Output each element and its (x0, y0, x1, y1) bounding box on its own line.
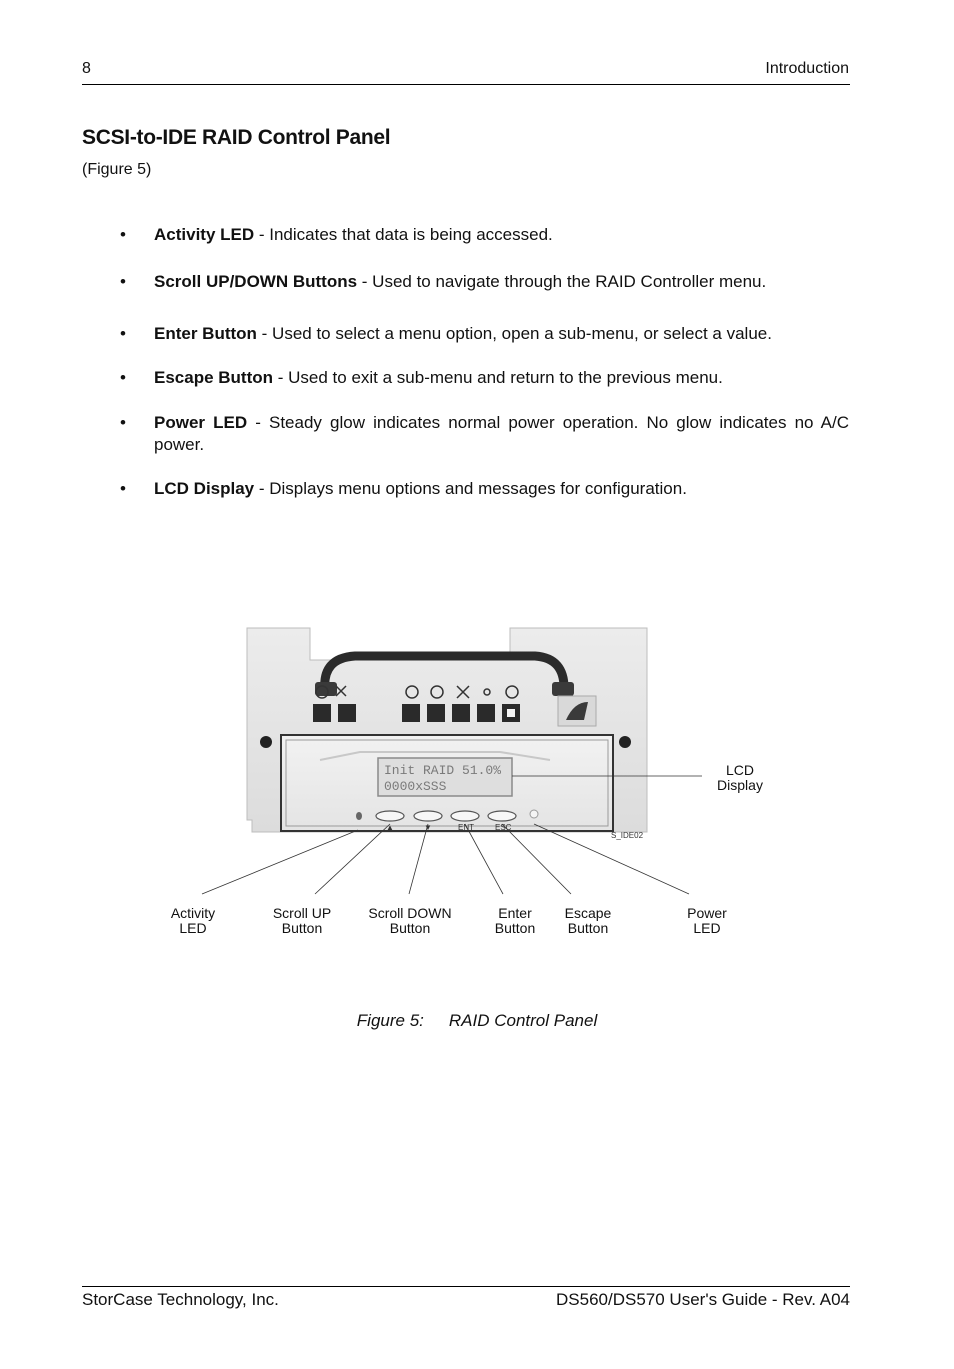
activity-led (356, 812, 362, 820)
enter-callout-line (465, 824, 503, 894)
bullet-text: - Displays menu options and messages for configuration. (254, 479, 687, 498)
led-window (313, 704, 331, 722)
image-id: S_IDE02 (611, 831, 644, 840)
bullet-term: Escape Button (154, 368, 274, 387)
running-header: Introduction (765, 60, 849, 77)
enter-label-1: Enter (498, 905, 532, 921)
section-title: SCSI-to-IDE RAID Control Panel (82, 126, 391, 149)
lcd-line-2: 0000xSSS (384, 779, 447, 794)
screw-icon (260, 736, 272, 748)
bullet-term: Power LED (154, 413, 248, 432)
bullet-term: Enter Button (154, 324, 257, 343)
bullet-term: Scroll UP/DOWN Buttons (154, 272, 358, 291)
led-window (427, 704, 445, 722)
bullet-dot: • (120, 272, 126, 291)
led-lit (507, 709, 515, 717)
bullet-dot: • (120, 225, 126, 244)
escape-button[interactable] (488, 811, 516, 821)
bullet-term: LCD Display (154, 479, 255, 498)
activity-label-2: LED (179, 920, 207, 936)
header-rule (82, 84, 850, 85)
screw-icon (619, 736, 631, 748)
footer-rule (82, 1286, 850, 1287)
power-label-1: Power (687, 905, 727, 921)
handle-foot (315, 682, 337, 696)
lcd-label-1: LCD (725, 762, 755, 778)
footer-company: StorCase Technology, Inc. (82, 1290, 279, 1309)
led-window (338, 704, 356, 722)
escape-label-2: Button (567, 920, 609, 936)
figure-reference: (Figure 5) (82, 161, 152, 178)
scroll-down-button[interactable] (414, 811, 442, 821)
lcd-line-1: Init RAID 51.0% (384, 763, 502, 778)
scroll-down-label-1: Scroll DOWN (368, 905, 452, 921)
led-window (452, 704, 470, 722)
caption-prefix: Figure 5: (356, 1011, 424, 1030)
scroll-up-callout-line (315, 824, 390, 894)
bullet-text: - Used to navigate through the RAID Controller menu. (357, 272, 767, 291)
bullet-text: - Indicates that data is being accessed. (254, 225, 553, 244)
led-window (402, 704, 420, 722)
status-leds (313, 704, 520, 722)
bullet-dot: • (120, 413, 126, 432)
enter-mark: ENT (458, 823, 474, 832)
bullet-dot: • (120, 324, 126, 343)
raid-panel-figure (150, 620, 810, 950)
lcd-label-2: Display (717, 777, 763, 793)
scroll-up-mark: ▲ (386, 823, 394, 832)
bullet-dot: • (120, 479, 126, 498)
bullet-dot: • (120, 368, 126, 387)
bullet-text: - Used to exit a sub-menu and return to the previous menu. (273, 368, 723, 387)
enter-button[interactable] (451, 811, 479, 821)
scroll-down-callout-line (409, 824, 428, 894)
activity-label-1: Activity (170, 905, 216, 921)
escape-label-1: Escape (564, 905, 612, 921)
escape-mark: ESC (495, 823, 512, 832)
enter-label-2: Button (494, 920, 536, 936)
power-label-2: LED (693, 920, 721, 936)
page-number: 8 (82, 60, 91, 77)
scroll-down-mark: ▼ (424, 823, 432, 832)
bullet-text: - Used to select a menu option, open a sub-menu, or select a value. (256, 324, 772, 343)
scroll-up-label-2: Button (281, 920, 323, 936)
scroll-down-label-2: Button (389, 920, 431, 936)
handle-foot (552, 682, 574, 696)
raid-panel-diagram (150, 620, 810, 950)
caption-text: RAID Control Panel (448, 1011, 598, 1030)
scroll-up-label-1: Scroll UP (272, 905, 332, 921)
escape-callout-line (502, 824, 571, 894)
figure-caption (0, 1011, 954, 1031)
bullet-text: - Steady glow indicates normal power operation. No glow indicates no A/C power. (154, 413, 849, 454)
led-window (477, 704, 495, 722)
power-led (530, 810, 538, 818)
scroll-up-button[interactable] (376, 811, 404, 821)
footer-doc-title: DS560/DS570 User's Guide - Rev. A04 (556, 1290, 850, 1309)
activity-callout-line (202, 830, 358, 894)
bullet-term: Activity LED (154, 225, 255, 244)
